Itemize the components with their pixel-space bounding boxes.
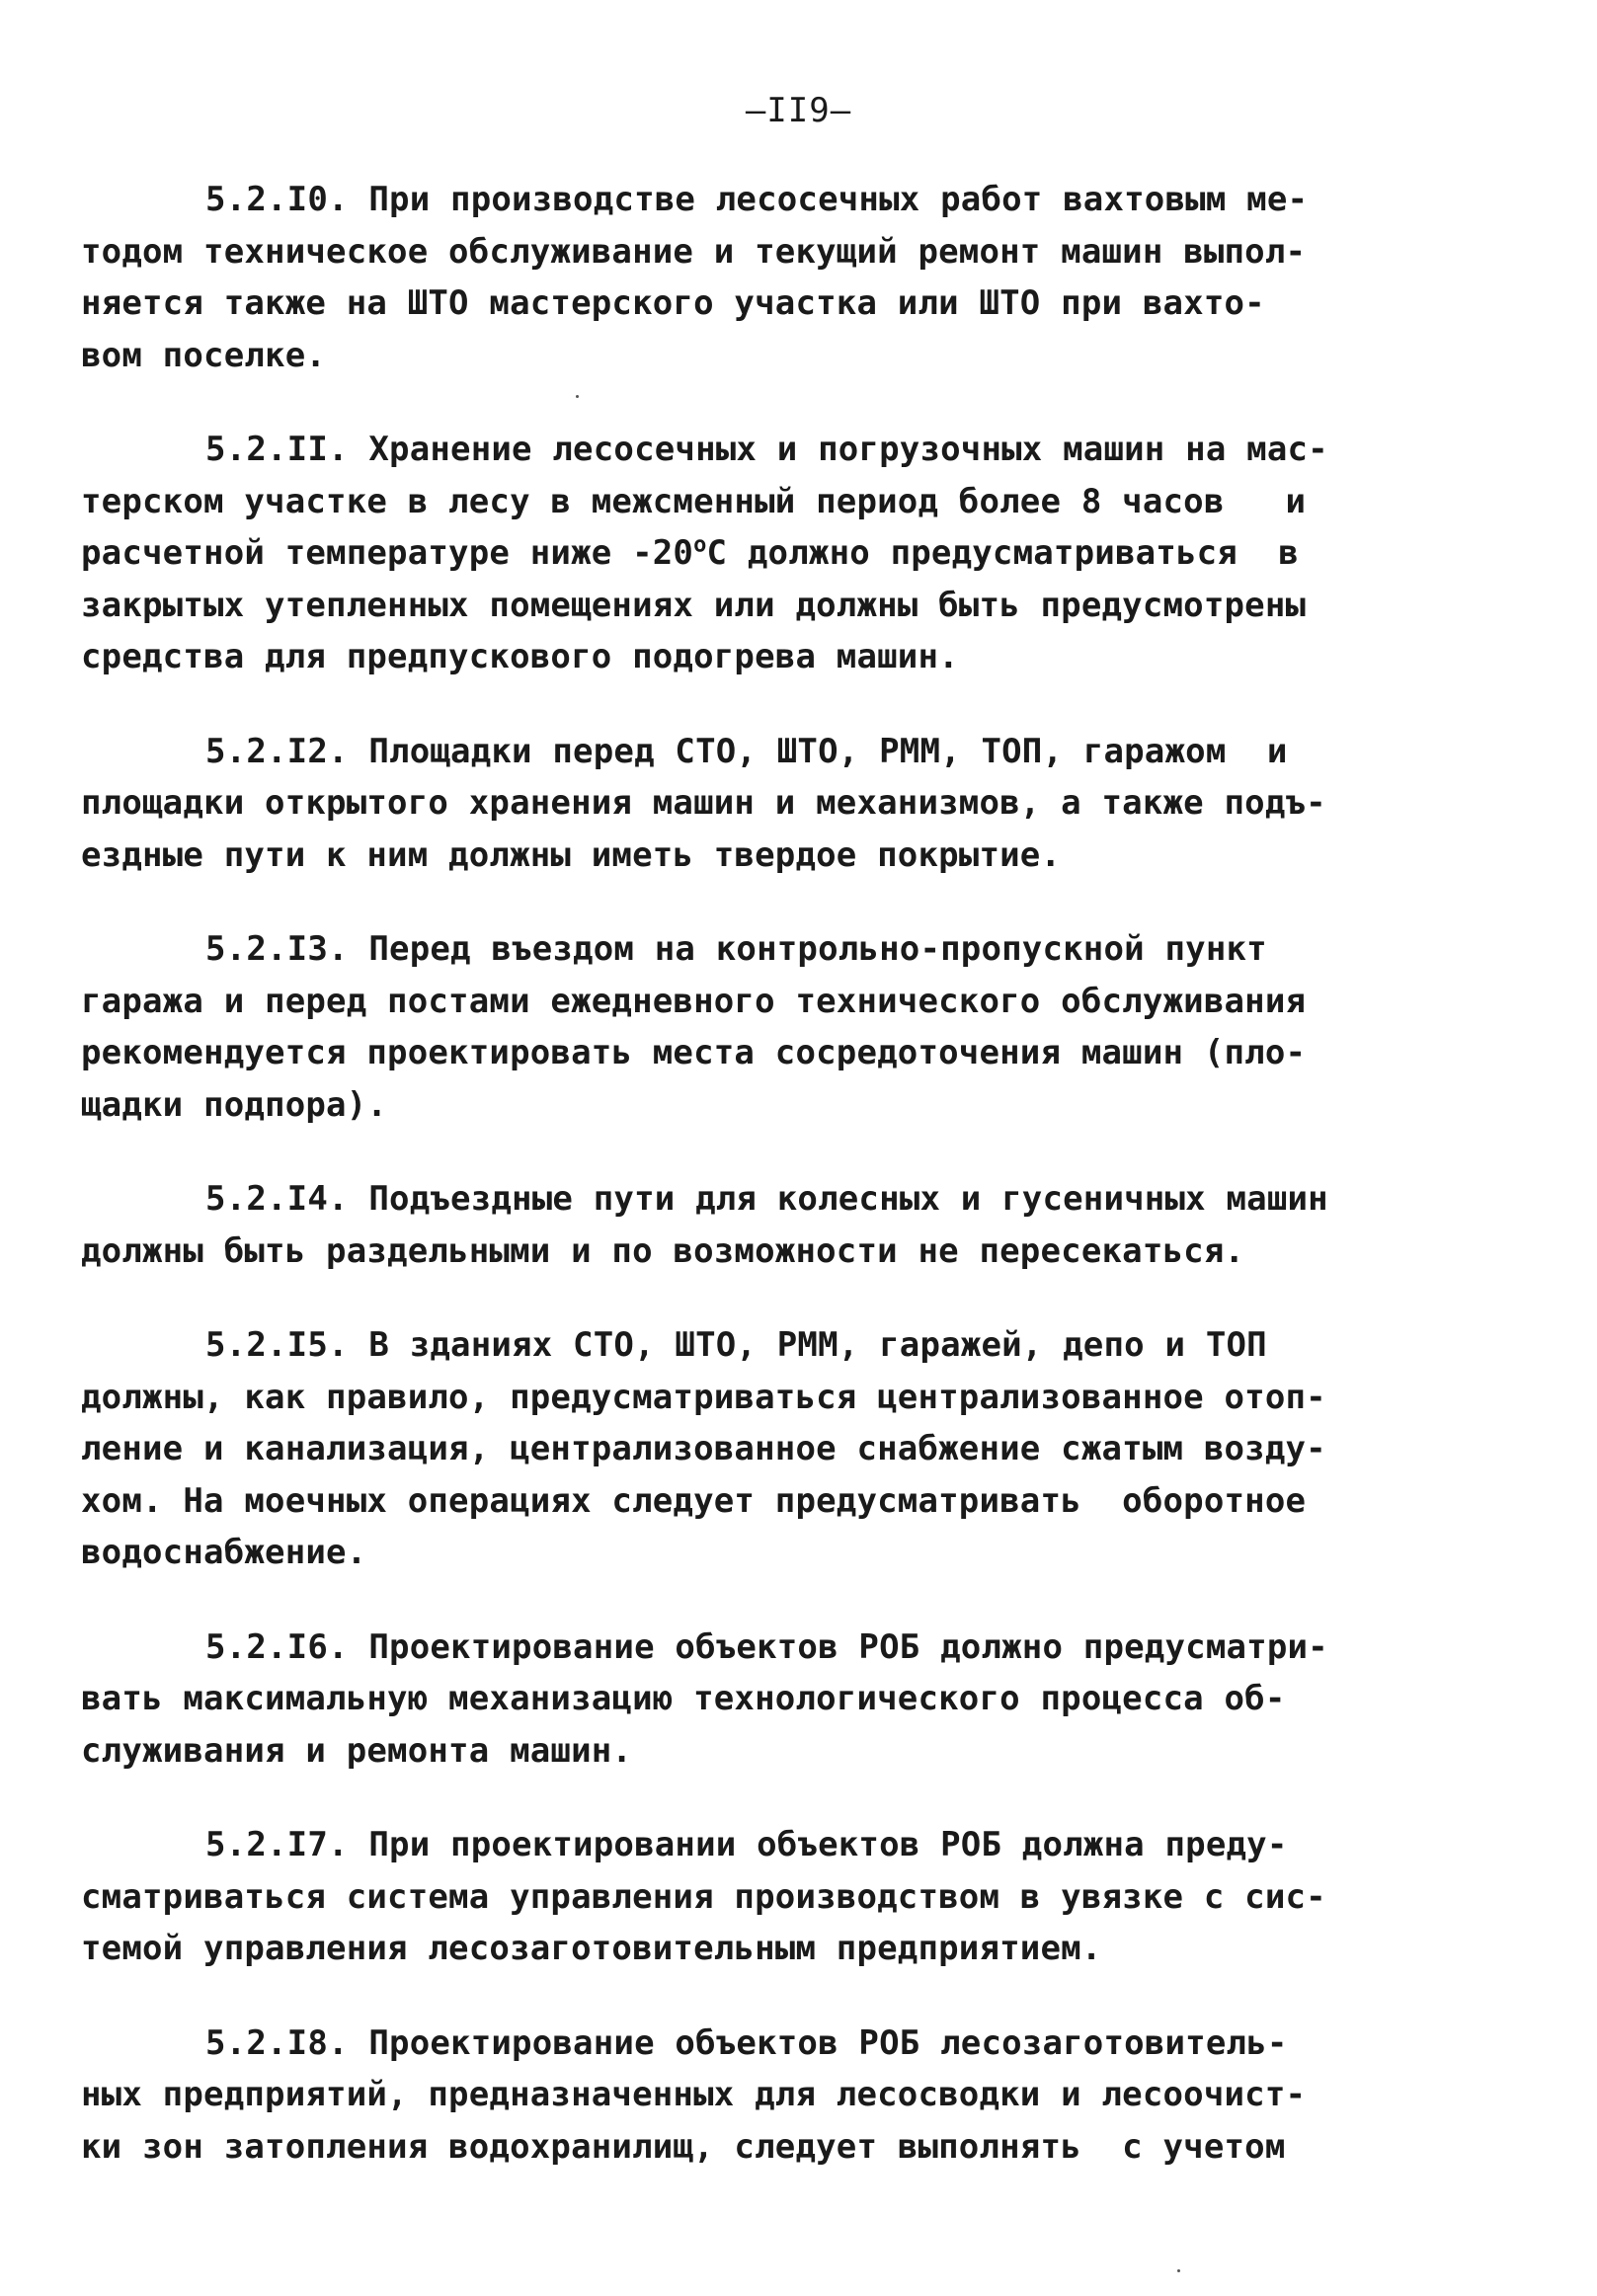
text-line: ление и канализация, централизованное снабжение сжатым возду- bbox=[81, 1429, 1326, 1468]
text-line: няется также на ШТО мастерского участка или ШТО при вахто- bbox=[81, 283, 1265, 323]
degree-superscript: о bbox=[693, 532, 707, 558]
text-line: тодом техническое обслуживание и текущий ремонт машин выпол- bbox=[81, 231, 1307, 272]
paragraph-5-2-17 bbox=[81, 1819, 1365, 1975]
text-line: ных предприятий, предназначенных для лесосводки и лесоочист- bbox=[81, 2075, 1307, 2114]
text-line-with-temperature bbox=[81, 527, 1365, 580]
text-line: служивания и ремонта машин. bbox=[81, 1730, 633, 1771]
text-line: 5.2.I5. В зданиях СТО, ШТО, РММ, гаражей, депо и ТОП bbox=[205, 1325, 1267, 1365]
paragraph-5-2-14 bbox=[81, 1173, 1365, 1277]
paragraph-5-2-15 bbox=[81, 1319, 1365, 1579]
text-line: должны, как правило, предусматриваться централизованное отоп- bbox=[81, 1377, 1326, 1417]
text-segment: расчетной температуре ниже -20 bbox=[81, 533, 694, 573]
text-line: 5.2.I0. При производстве лесосечных работ вахтовым ме- bbox=[205, 180, 1309, 219]
scan-speck bbox=[576, 395, 579, 398]
text-line: 5.2.I4. Подъездные пути для колесных и гусеничных машин bbox=[205, 1179, 1328, 1219]
text-line: ездные пути к ним должны иметь твердое покрытие. bbox=[81, 834, 1062, 875]
text-line: 5.2.I6. Проектирование объектов РОБ должно предусматри- bbox=[205, 1626, 1328, 1667]
paragraph-5-2-10 bbox=[81, 174, 1365, 381]
text-line: ки зон затопления водохранилищ, следует выполнять с учетом bbox=[81, 2126, 1286, 2167]
text-line: 5.2.II. Хранение лесосечных и погрузочных машин на мас- bbox=[205, 430, 1328, 469]
paragraph-5-2-18 bbox=[81, 2018, 1365, 2174]
paragraph-5-2-11 bbox=[81, 424, 1365, 683]
text-line: хом. На моечных операциях следует предусматривать оборотное bbox=[81, 1480, 1307, 1521]
text-segment: С должно предусматриваться в bbox=[706, 533, 1299, 573]
text-line: закрытых утепленных помещениях или должны быть предусмотрены bbox=[81, 585, 1307, 625]
paragraph-5-2-12 bbox=[81, 726, 1365, 882]
paragraph-5-2-13 bbox=[81, 923, 1365, 1131]
text-line: 5.2.I3. Перед въездом на контрольно-пропускной пункт bbox=[205, 929, 1267, 969]
text-line: должны быть раздельными и по возможности не пересекаться. bbox=[81, 1230, 1245, 1271]
text-line: щадки подпора). bbox=[81, 1084, 388, 1125]
text-line: темой управления лесозаготовительным предприятием. bbox=[81, 1929, 1102, 1968]
text-line: сматриваться система управления производством в увязке с сис- bbox=[81, 1876, 1326, 1917]
text-line: рекомендуется проектировать места сосредоточения машин (пло- bbox=[81, 1033, 1307, 1072]
text-line: средства для предпускового подогрева машин. bbox=[81, 637, 959, 676]
text-line: 5.2.I7. При проектировании объектов РОБ должна преду- bbox=[205, 1825, 1288, 1864]
text-line: вом поселке. bbox=[81, 335, 327, 375]
paragraph-5-2-16 bbox=[81, 1622, 1365, 1778]
text-line: гаража и перед постами ежедневного технического обслуживания bbox=[81, 981, 1307, 1021]
text-line: 5.2.I8. Проектирование объектов РОБ лесозаготовитель- bbox=[205, 2022, 1288, 2063]
text-line: вать максимальную механизацию технологического процесса об- bbox=[81, 1679, 1286, 1718]
text-line: водоснабжение. bbox=[81, 1533, 367, 1572]
scan-speck bbox=[1177, 2269, 1180, 2272]
text-line: 5.2.I2. Площадки перед СТО, ШТО, РММ, ТОП, гаражом и bbox=[205, 731, 1288, 771]
text-line: площадки открытого хранения машин и механизмов, а также подъ- bbox=[81, 783, 1326, 823]
text-line: терском участке в лесу в межсменный период более 8 часов и bbox=[81, 481, 1307, 521]
document-body bbox=[81, 174, 1365, 2215]
page-number: —II9— bbox=[745, 91, 852, 130]
